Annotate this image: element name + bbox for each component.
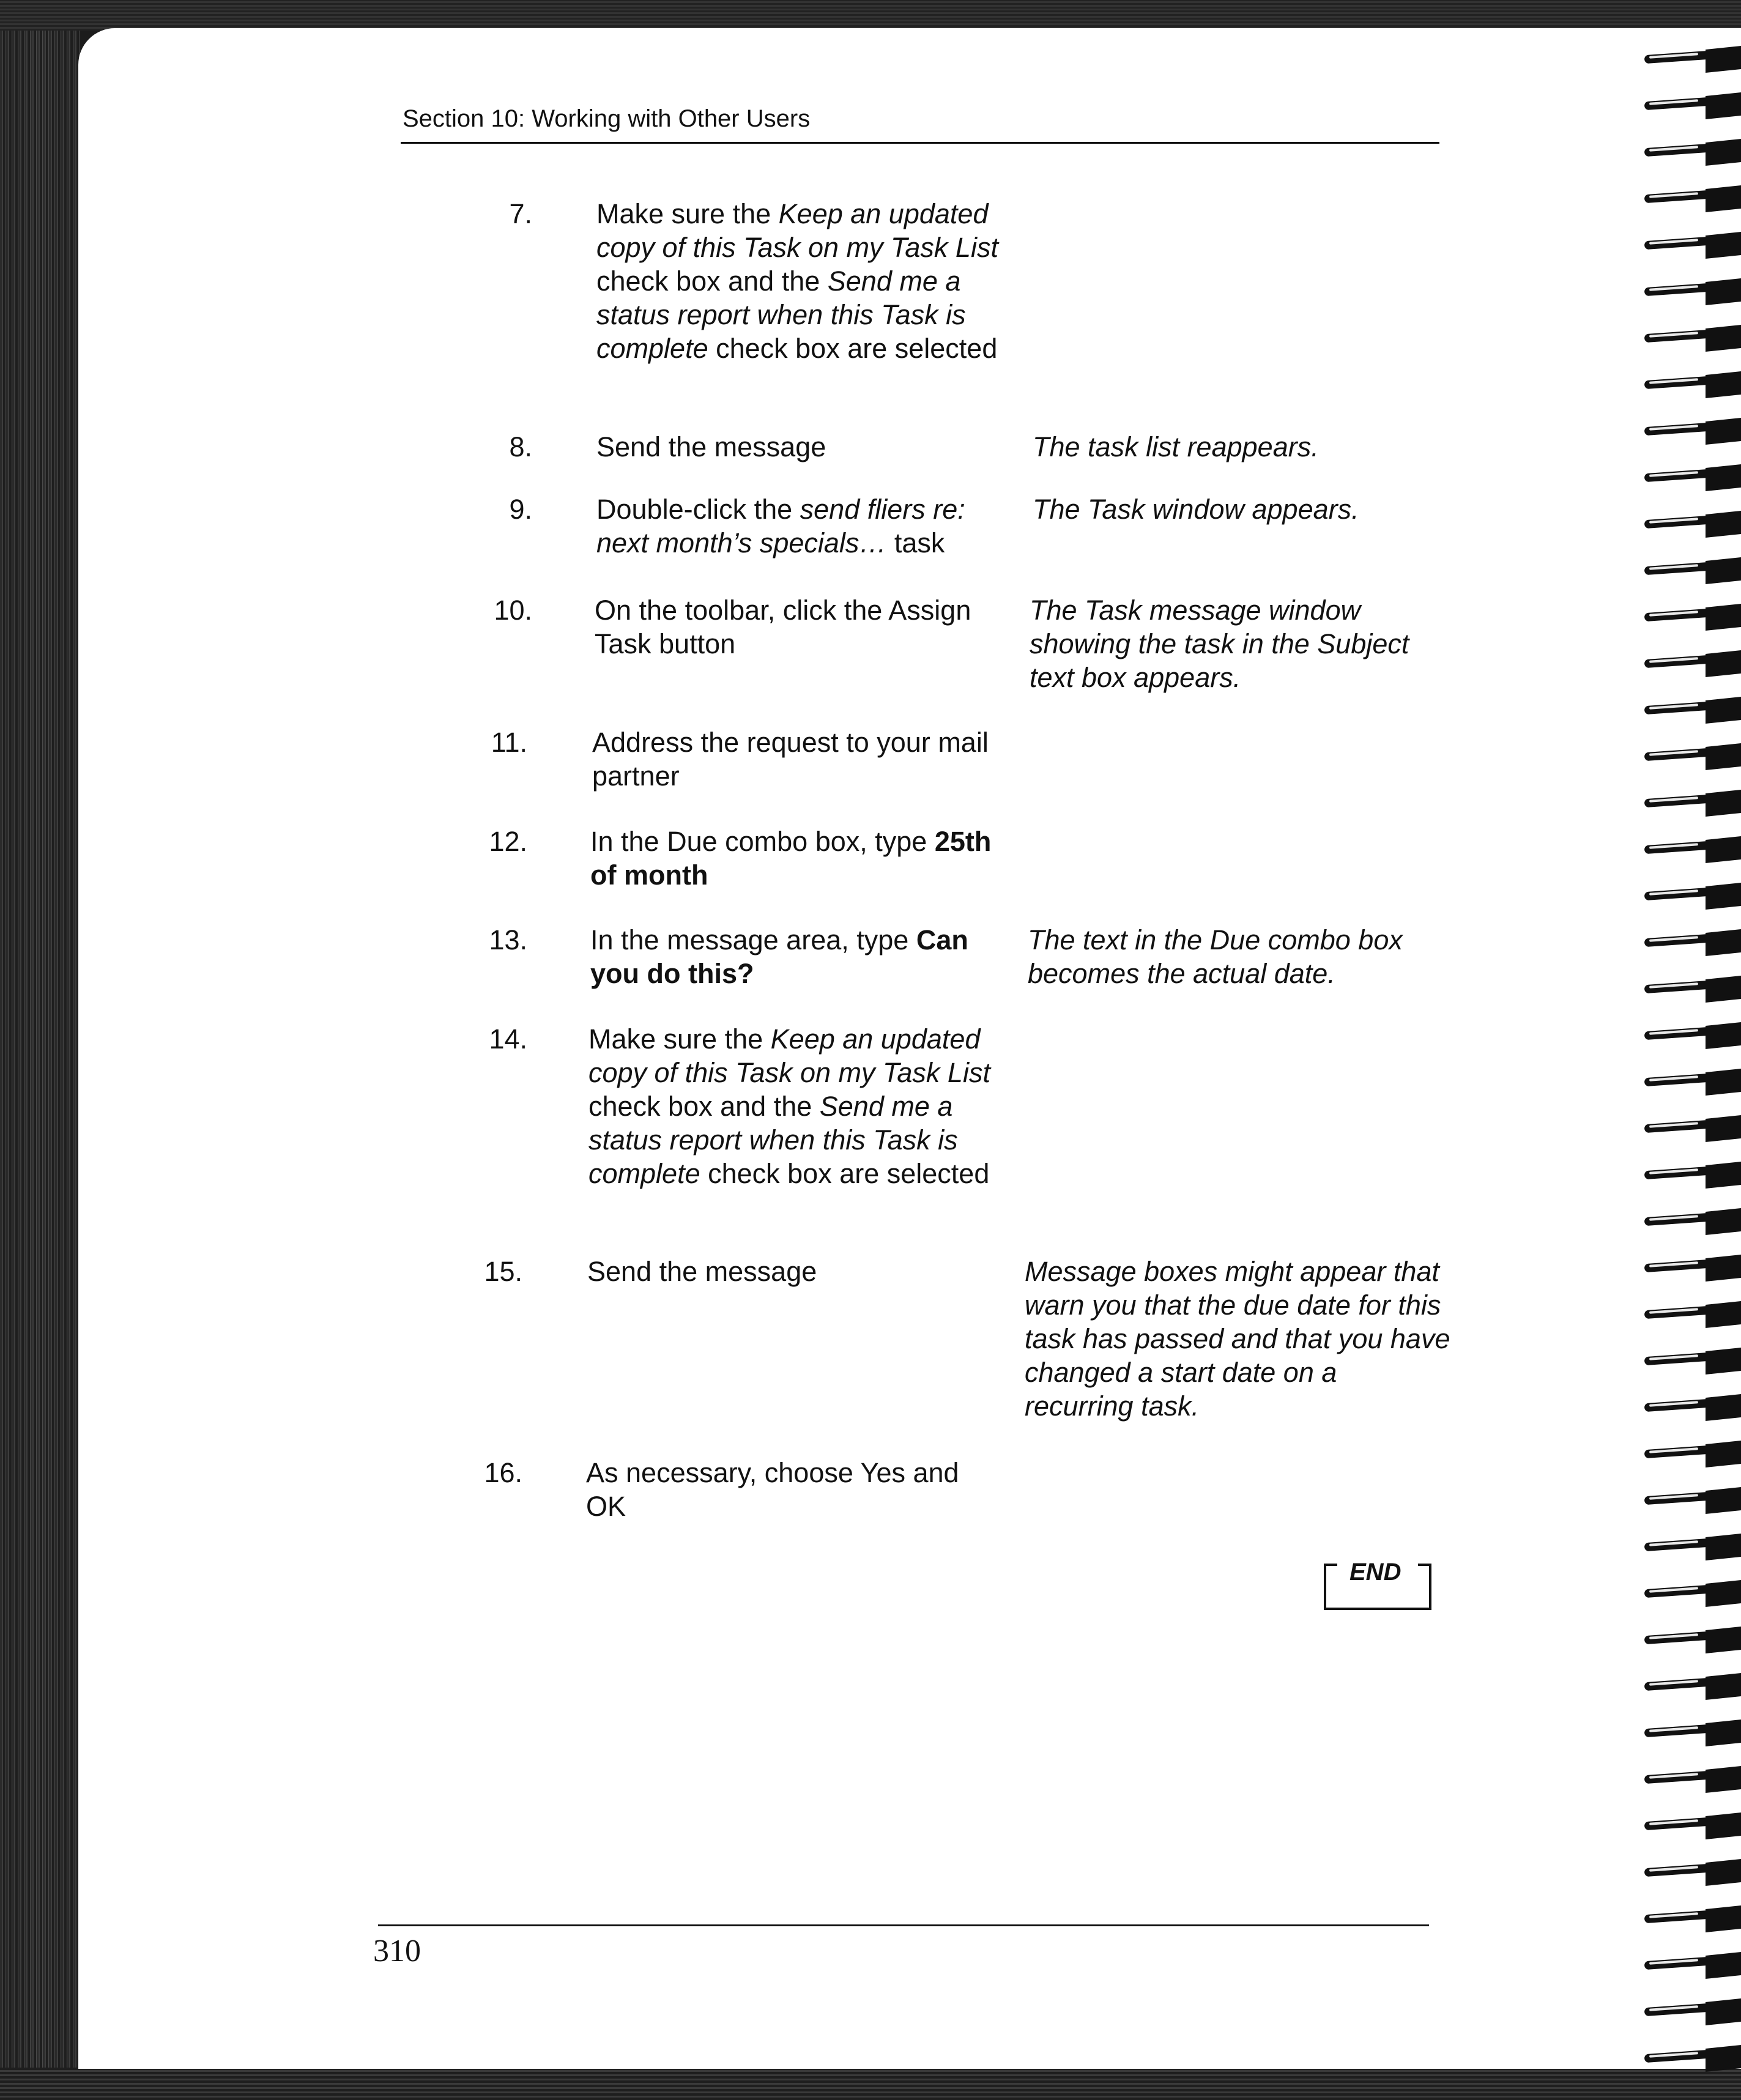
step-action	[587, 1255, 1003, 1288]
step-number: 8.	[509, 431, 532, 462]
step-action	[596, 430, 1012, 464]
book-edge-left	[0, 0, 80, 2100]
step-number: 14.	[489, 1023, 527, 1055]
binding-coil	[1639, 1255, 1741, 1280]
binding-coil	[1639, 604, 1741, 629]
step-action-text: Send me a status report when this Task is complete	[596, 265, 974, 364]
step-action	[595, 593, 1011, 661]
step-action-text: In the message area, type	[590, 924, 916, 955]
binding-coil	[1639, 1627, 1741, 1652]
step-action	[596, 197, 1012, 365]
step-action-text: Send the message	[587, 1256, 817, 1287]
binding-coil	[1639, 232, 1741, 257]
binding-coil	[1639, 93, 1741, 117]
step-action-text: 25th of month	[590, 826, 999, 891]
binding-coil	[1639, 1209, 1741, 1233]
step-action	[590, 923, 1006, 990]
binding-coil	[1639, 930, 1741, 954]
step-action-text: Keep an updated copy of this Task on my Task List	[588, 1023, 990, 1088]
end-marker-label: END	[1345, 1559, 1406, 1586]
step-result: The Task message window showing the task in the Subject text box appears.	[1030, 595, 1409, 693]
binding-coil	[1639, 1813, 1741, 1838]
book-edge-bottom	[0, 2068, 1741, 2100]
binding-coil	[1639, 744, 1741, 768]
binding-coil	[1639, 1906, 1741, 1931]
step-action	[586, 1456, 1002, 1523]
binding-coil	[1639, 465, 1741, 489]
binding-coil	[1639, 1674, 1741, 1698]
step-action-text: check box and the	[588, 1057, 998, 1122]
binding-coil	[1639, 790, 1741, 815]
binding-coil	[1639, 2046, 1741, 2070]
step-action	[596, 492, 1012, 560]
binding-coil	[1639, 1953, 1741, 1977]
step-result: Message boxes might appear that warn you that the due date for this task has passed and that you have changed a start date on a recurring task.	[1025, 1256, 1450, 1422]
step-number: 16.	[484, 1457, 522, 1488]
step-action	[588, 1022, 1004, 1190]
binding-coil	[1639, 697, 1741, 722]
binding-coil	[1639, 511, 1741, 536]
step-action	[592, 725, 1008, 793]
step-action-text: As necessary, choose Yes and OK	[586, 1457, 967, 1522]
step-action-text: check box are selected	[708, 333, 998, 364]
step-action-text: Send me a status report when this Task is complete	[588, 1091, 966, 1189]
spiral-binding	[1639, 28, 1741, 2069]
binding-coil	[1639, 1348, 1741, 1373]
binding-coil	[1639, 1069, 1741, 1094]
binding-coil	[1639, 1720, 1741, 1745]
page-number: 310	[373, 1934, 421, 1968]
section-header: Section 10: Working with Other Users	[403, 105, 811, 132]
binding-coil	[1639, 1999, 1741, 2024]
step-result: The text in the Due combo box becomes the actual date.	[1028, 924, 1403, 989]
binding-coil	[1639, 558, 1741, 582]
footer-rule	[378, 1924, 1429, 1926]
binding-coil	[1639, 1116, 1741, 1140]
binding-coil	[1639, 1302, 1741, 1326]
step-number: 15.	[484, 1256, 522, 1287]
binding-coil	[1639, 883, 1741, 908]
step-action-text: In the Due combo box, type	[590, 826, 935, 857]
step-action-text: Address the request to your mail partner	[592, 727, 997, 792]
step-action-text: Make sure the	[596, 198, 779, 229]
step-action-text: Keep an updated copy of this Task on my Task List	[596, 198, 998, 263]
step-action-text: On the toolbar, click the Assign Task button	[595, 595, 979, 659]
step-number: 12.	[489, 826, 527, 857]
binding-coil	[1639, 418, 1741, 443]
binding-coil	[1639, 1767, 1741, 1791]
binding-coil	[1639, 1581, 1741, 1605]
step-action-text: task	[886, 527, 945, 558]
step-action-text: check box are selected	[700, 1158, 990, 1189]
binding-coil	[1639, 279, 1741, 303]
step-action-text: check box and the	[596, 232, 1006, 297]
binding-coil	[1639, 1534, 1741, 1559]
binding-coil	[1639, 1488, 1741, 1512]
step-action	[590, 825, 1006, 892]
step-number: 13.	[489, 924, 527, 955]
binding-coil	[1639, 1395, 1741, 1419]
binding-coil	[1639, 1023, 1741, 1047]
step-number: 9.	[509, 494, 532, 525]
step-action-text: Can you do this?	[590, 924, 976, 989]
step-action-text: Send the message	[596, 431, 826, 462]
step-number: 11.	[491, 727, 527, 758]
binding-coil	[1639, 139, 1741, 164]
book-edge-top	[0, 0, 1741, 31]
binding-coil	[1639, 186, 1741, 210]
binding-coil	[1639, 651, 1741, 675]
step-action-text: Make sure the	[588, 1023, 771, 1055]
header-rule	[401, 142, 1439, 144]
binding-coil	[1639, 46, 1741, 71]
step-number: 7.	[509, 198, 532, 229]
step-action-text: send fliers re: next month’s specials…	[596, 494, 973, 558]
binding-coil	[1639, 976, 1741, 1001]
binding-coil	[1639, 1162, 1741, 1187]
binding-coil	[1639, 1441, 1741, 1466]
step-result: The task list reappears.	[1033, 431, 1319, 462]
step-result: The Task window appears.	[1033, 494, 1359, 525]
binding-coil	[1639, 372, 1741, 396]
step-number: 10.	[494, 595, 532, 626]
step-action-text: Double-click the	[596, 494, 800, 525]
binding-coil	[1639, 837, 1741, 861]
binding-coil	[1639, 1860, 1741, 1884]
binding-coil	[1639, 325, 1741, 350]
